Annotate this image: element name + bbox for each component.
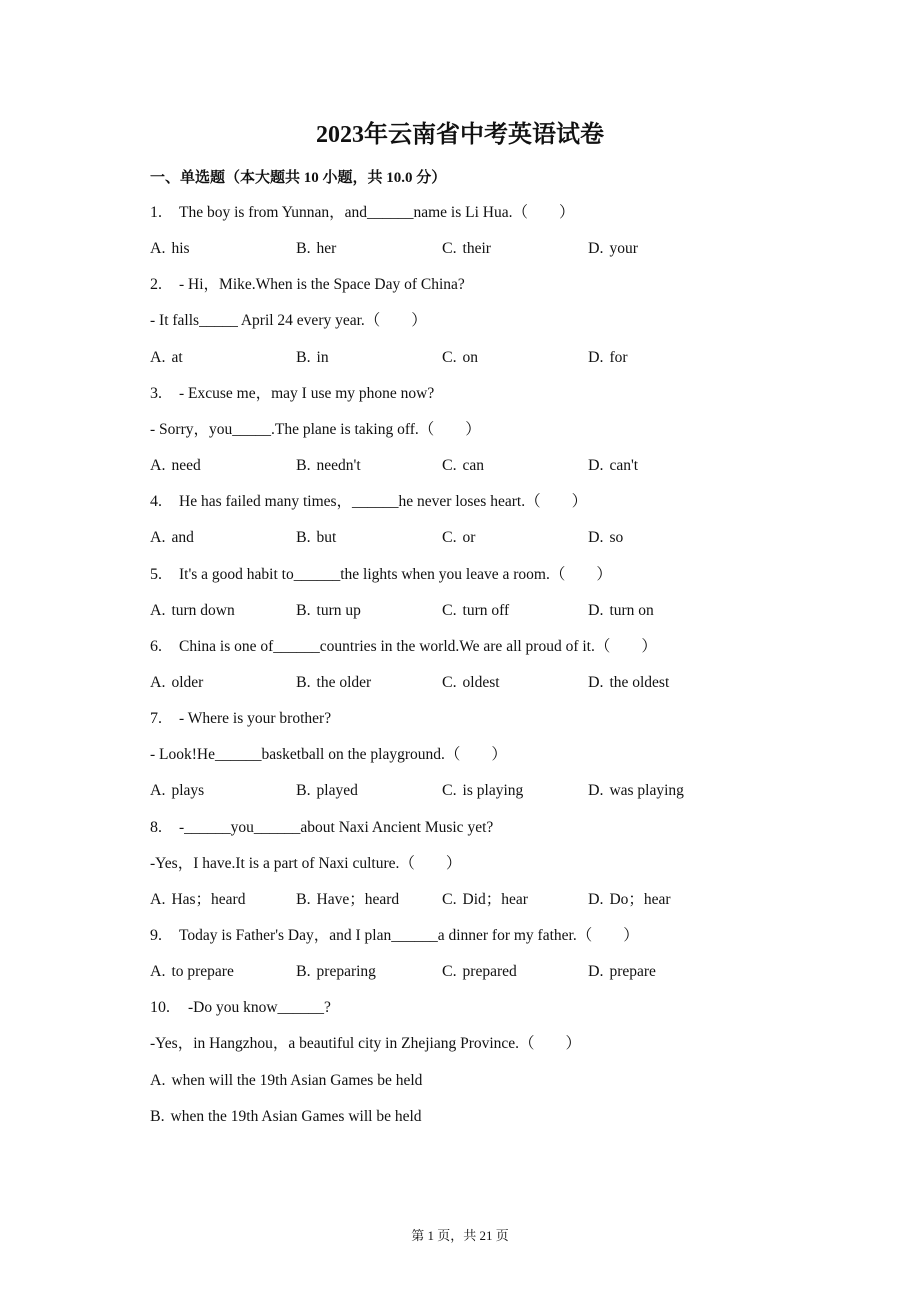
question-text: - Look!He______basketball on the playground.（ ）: [150, 746, 507, 764]
answer-option: [296, 779, 358, 803]
answer-option: [588, 779, 684, 803]
option-text: turn up: [312, 601, 361, 619]
question-stem: [150, 201, 574, 225]
answer-option: [150, 1069, 422, 1093]
question-number: 9.: [150, 927, 162, 944]
question-number: 2.: [150, 276, 162, 294]
option-letter: B.: [150, 1107, 165, 1125]
option-letter: A.: [150, 457, 166, 475]
option-letter: D.: [588, 673, 604, 691]
option-text: the oldest: [605, 673, 670, 691]
question-text: - Where is your brother?: [179, 710, 332, 728]
option-text: so: [605, 529, 624, 547]
question-number: 10.: [150, 999, 170, 1017]
question-dialogue-line: [150, 1032, 581, 1056]
option-text: their: [458, 240, 491, 258]
page-footer: 第 1 页，共 21 页: [411, 1228, 509, 1243]
option-text: at: [167, 348, 183, 366]
option-letter: B.: [296, 529, 311, 547]
answer-option: [588, 454, 638, 478]
option-letter: B.: [296, 782, 311, 800]
answer-option: [296, 454, 361, 478]
question-text: The boy is from Yunnan，and______name is Li Hua.（ ）: [179, 204, 575, 221]
answer-option: [150, 960, 234, 984]
option-letter: C.: [442, 240, 457, 258]
option-text: Do；hear: [605, 890, 671, 908]
answer-option: [150, 526, 194, 550]
option-text: your: [605, 240, 638, 258]
answer-option: [150, 346, 183, 370]
question-number: 1.: [150, 204, 162, 221]
option-letter: A.: [150, 782, 166, 800]
option-text: Have；heard: [312, 890, 400, 908]
option-letter: B.: [296, 601, 311, 619]
option-text: is playing: [458, 782, 524, 800]
option-text: turn down: [167, 601, 235, 619]
question-text: - Hi，Mike.When is the Space Day of China?: [179, 276, 465, 294]
option-letter: D.: [588, 963, 604, 981]
question-stem: [150, 996, 331, 1020]
option-letter: D.: [588, 240, 604, 258]
option-letter: C.: [442, 963, 457, 981]
answer-option: [442, 671, 500, 695]
option-letter: A.: [150, 529, 166, 547]
option-text: prepare: [605, 963, 656, 981]
answer-option: [150, 1105, 422, 1129]
question-stem: [150, 490, 587, 514]
answer-option: [442, 960, 517, 984]
option-text: can't: [605, 457, 639, 475]
answer-option: [296, 599, 361, 623]
option-letter: C.: [442, 673, 457, 691]
question-stem: [150, 924, 639, 948]
option-text: plays: [167, 782, 205, 800]
option-letter: A.: [150, 963, 166, 981]
option-letter: A.: [150, 890, 166, 908]
question-text: He has failed many times，______he never loses heart.（ ）: [179, 493, 588, 511]
option-text: can: [458, 457, 485, 475]
option-letter: B.: [296, 240, 311, 258]
answer-option: [150, 671, 203, 695]
question-stem: [150, 816, 493, 840]
option-letter: B.: [296, 890, 311, 908]
option-letter: B.: [296, 963, 311, 981]
answer-option: [296, 888, 399, 912]
question-dialogue-line: [150, 743, 507, 767]
question-number: 3.: [150, 384, 162, 402]
option-text: turn on: [605, 601, 654, 619]
question-stem: [150, 563, 612, 587]
option-letter: C.: [442, 782, 457, 800]
question-text: -Yes，I have.It is a part of Naxi culture.（ ）: [150, 854, 462, 872]
answer-option: [588, 671, 669, 695]
question-number: 5.: [150, 565, 162, 583]
question-number: 6.: [150, 637, 162, 655]
option-text: played: [312, 782, 358, 800]
option-letter: C.: [442, 890, 457, 908]
answer-option: [150, 454, 201, 478]
answer-option: [442, 237, 491, 261]
question-dialogue-line: [150, 852, 461, 876]
option-letter: B.: [296, 673, 311, 691]
question-text: It's a good habit to______the lights when you leave a room.（ ）: [179, 565, 612, 583]
answer-option: [296, 346, 329, 370]
page-title: 2023年云南省中考英语试卷: [316, 122, 604, 148]
answer-option: [442, 346, 478, 370]
option-letter: D.: [588, 348, 604, 366]
option-letter: A.: [150, 1071, 166, 1089]
option-text: Did；hear: [458, 890, 528, 908]
option-text: preparing: [312, 963, 376, 981]
option-letter: C.: [442, 529, 457, 547]
option-letter: C.: [442, 457, 457, 475]
question-stem: [150, 707, 331, 731]
question-dialogue-line: [150, 418, 481, 442]
option-text: but: [312, 529, 337, 547]
answer-option: [150, 237, 190, 261]
question-stem: [150, 273, 465, 297]
answer-option: [150, 599, 235, 623]
question-text: - Excuse me，may I use my phone now?: [179, 384, 435, 402]
answer-option: [588, 526, 623, 550]
option-text: on: [458, 348, 479, 366]
option-text: needn't: [312, 457, 361, 475]
question-number: 8.: [150, 818, 162, 836]
section-heading: 一、单选题（本大题共 10 小题，共 10.0 分）: [150, 170, 447, 186]
option-letter: A.: [150, 348, 166, 366]
option-text: or: [458, 529, 476, 547]
answer-option: [442, 888, 528, 912]
option-text: was playing: [605, 782, 684, 800]
answer-option: [296, 526, 336, 550]
option-letter: D.: [588, 890, 604, 908]
option-letter: A.: [150, 240, 166, 258]
answer-option: [150, 779, 204, 803]
option-letter: C.: [442, 601, 457, 619]
question-dialogue-line: [150, 309, 427, 333]
question-text: -Do you know______?: [188, 999, 331, 1017]
option-text: his: [167, 240, 190, 258]
answer-option: [588, 346, 628, 370]
option-letter: A.: [150, 673, 166, 691]
option-letter: D.: [588, 601, 604, 619]
option-text: in: [312, 348, 329, 366]
option-text: Has；heard: [167, 890, 246, 908]
option-text: oldest: [458, 673, 500, 691]
option-text: for: [605, 348, 628, 366]
answer-option: [442, 779, 523, 803]
answer-option: [442, 599, 509, 623]
question-text: - It falls_____ April 24 every year.（ ）: [150, 312, 427, 330]
option-text: the older: [312, 673, 372, 691]
option-letter: B.: [296, 348, 311, 366]
option-letter: A.: [150, 601, 166, 619]
answer-option: [588, 599, 654, 623]
option-text: to prepare: [167, 963, 234, 981]
option-text: when will the 19th Asian Games be held: [167, 1071, 423, 1089]
question-stem: [150, 635, 657, 659]
question-number: 7.: [150, 710, 162, 728]
question-stem: [150, 382, 434, 406]
question-text: China is one of______countries in the world.We are all proud of it.（ ）: [179, 637, 657, 655]
question-number: 4.: [150, 493, 162, 511]
option-letter: D.: [588, 529, 604, 547]
option-text: and: [167, 529, 194, 547]
option-letter: D.: [588, 782, 604, 800]
option-letter: C.: [442, 348, 457, 366]
answer-option: [588, 888, 671, 912]
question-text: -______you______about Naxi Ancient Music yet?: [179, 818, 494, 836]
answer-option: [150, 888, 245, 912]
option-text: older: [167, 673, 204, 691]
answer-option: [588, 237, 638, 261]
question-text: - Sorry，you_____.The plane is taking off.（ ）: [150, 420, 481, 438]
option-letter: D.: [588, 457, 604, 475]
answer-option: [296, 960, 376, 984]
answer-option: [588, 960, 656, 984]
question-text: -Yes，in Hangzhou，a beautiful city in Zhejiang Province.（ ）: [150, 1035, 582, 1053]
option-letter: B.: [296, 457, 311, 475]
option-text: turn off: [458, 601, 510, 619]
option-text: need: [167, 457, 201, 475]
answer-option: [442, 526, 475, 550]
option-text: when the 19th Asian Games will be held: [166, 1107, 422, 1125]
question-text: Today is Father's Day，and I plan______a dinner for my father.（ ）: [179, 927, 639, 944]
answer-option: [442, 454, 484, 478]
answer-option: [296, 671, 371, 695]
answer-option: [296, 237, 336, 261]
option-text: her: [312, 240, 337, 258]
option-text: prepared: [458, 963, 517, 981]
